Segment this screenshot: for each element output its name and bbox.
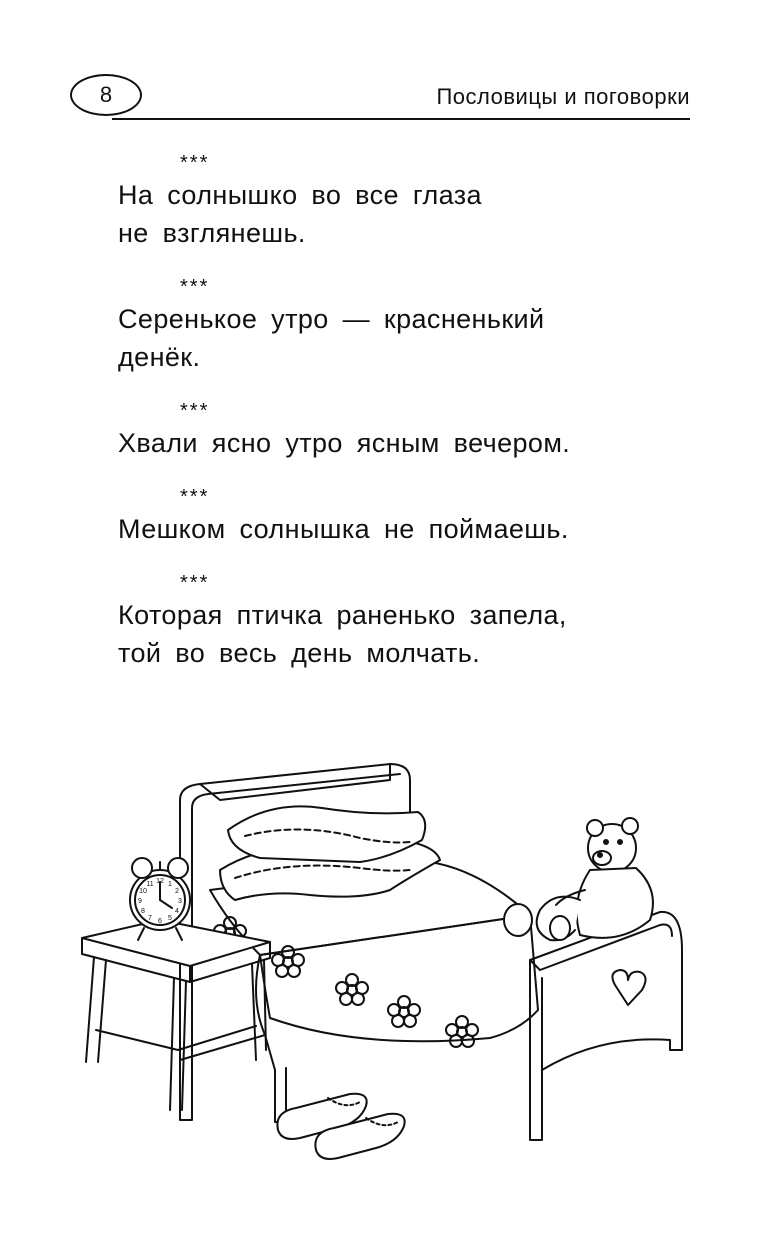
nightstand xyxy=(82,920,270,1110)
proverb-entry xyxy=(118,484,678,548)
svg-text:11: 11 xyxy=(146,881,154,888)
proverb-entry xyxy=(118,570,678,672)
proverb-text: Хвали ясно утро ясным вечером. xyxy=(118,428,571,458)
svg-text:9: 9 xyxy=(138,898,142,905)
separator-stars: *** xyxy=(180,572,210,594)
flower-icon xyxy=(336,974,368,1005)
svg-text:8: 8 xyxy=(141,908,145,915)
proverb-text: Серенькое утро — красненький денёк. xyxy=(118,304,545,372)
svg-text:6: 6 xyxy=(158,918,162,925)
heart-icon xyxy=(612,970,645,1005)
svg-text:3: 3 xyxy=(178,898,182,905)
separator-stars: *** xyxy=(180,152,210,174)
running-title: Пословицы и поговорки xyxy=(436,84,690,109)
proverb-list xyxy=(118,150,678,694)
flower-icon xyxy=(388,996,420,1027)
bedroom-illustration xyxy=(60,750,740,1170)
proverb-entry xyxy=(118,150,678,252)
header-rule xyxy=(112,118,690,120)
slippers xyxy=(277,1094,404,1159)
svg-text:5: 5 xyxy=(168,915,172,922)
svg-text:4: 4 xyxy=(175,908,179,915)
separator-stars: *** xyxy=(180,486,210,508)
proverb-text: Мешком солнышка не поймаешь. xyxy=(118,514,569,544)
svg-text:12: 12 xyxy=(156,878,164,885)
separator-stars: *** xyxy=(180,276,210,298)
page-number: 8 xyxy=(70,74,142,116)
svg-text:7: 7 xyxy=(148,915,152,922)
proverb-entry xyxy=(118,274,678,376)
pillows xyxy=(220,806,440,900)
proverb-text: Которая птичка раненько запела, той во весь день молчать. xyxy=(118,600,567,668)
svg-text:2: 2 xyxy=(175,888,179,895)
flower-icon xyxy=(446,1016,478,1047)
svg-text:10: 10 xyxy=(139,888,147,895)
teddy-bear xyxy=(504,818,653,940)
proverb-text: На солнышко во все глаза не взглянешь. xyxy=(118,180,482,248)
separator-stars: *** xyxy=(180,400,210,422)
svg-text:1: 1 xyxy=(168,881,172,888)
proverb-entry xyxy=(118,398,678,462)
